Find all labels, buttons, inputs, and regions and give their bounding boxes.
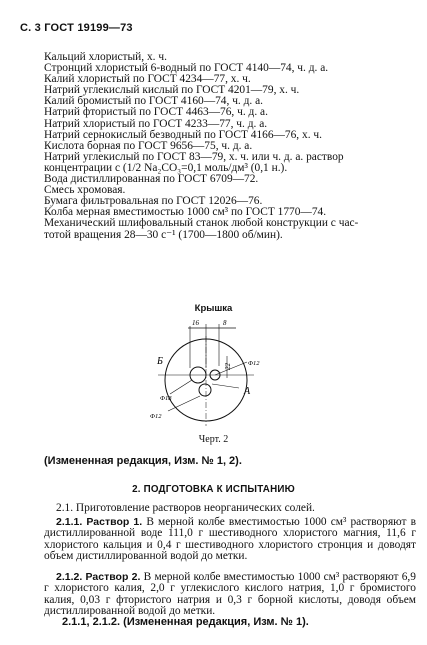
section-title: 2. ПОДГОТОВКА К ИСПЫТАНИЮ [132,484,295,495]
reagent-item: Натрий фтористый по ГОСТ 4463—76, ч. д. а. [44,106,268,119]
reagent-item: Механический шлифовальный станок любой конструкции с час- [44,217,359,230]
paragraph-text: В мерной колбе вместимостью 1000 см³ растворяют 6,9 г хлористого калия, 2,0 г углекислого кислого натрия, 1,0 г бромистого калия, 0,03 г фтористого натрия и 0,3 г борной кислоты, доводя объем дистиллированной водой до метки. [44,571,416,618]
reagent-item: Вода дистиллированная по ГОСТ 6709—72. [44,173,259,186]
amendment-note-2: 2.1.1, 2.1.2. (Измененная редакция, Изм. № 1). [62,616,309,628]
section-letter-b: Б [157,356,163,367]
reagent-item: Натрий хлористый по ГОСТ 4233—77, ч. д. а. [44,117,268,130]
reagent-item-continuation: тотой вращения 28—30 с⁻¹ (1700—1800 об/мин). [44,228,283,241]
dimension-label-22: 22 [224,363,232,370]
paragraph-text: 2.1. Приготовление растворов неорганических солей. [56,502,315,514]
hole-circle [199,384,211,396]
reagent-item: Калий хлористый по ГОСТ 4234—77, х. ч. [44,73,251,86]
figure-title: Крышка [194,303,233,314]
reagent-item: Калий бромистый по ГОСТ 4160—74, ч. д. а. [44,95,264,108]
reagent-item: Кальций хлористый, х. ч. [44,51,167,63]
paragraph-2-1 [44,503,416,514]
leader-line [170,380,192,394]
dimension-label-8: 8 [223,319,227,327]
paragraph-2-1-1 [44,517,416,563]
paragraph-lead: 2.1.2. Раствор 2. [56,571,141,583]
paragraph-lead: 2.1.1. Раствор 1. [56,516,143,528]
reagent-item: Натрий углекислый кислый по ГОСТ 4201—79, х. ч. [44,84,300,97]
reagent-list [44,52,414,241]
reagent-item: Натрий углекислый по ГОСТ 83—79, х. ч. или ч. д. а. раствор [44,150,344,163]
reagent-item-continuation: концентрации с (1/2 Na₂CO₃=0,1 моль/дм³ (0,1 н.). [44,161,288,174]
leader-line [212,384,239,388]
paragraph-2-1-2 [44,572,416,618]
paragraph-text: В мерной колбе вместимостью 1000 см³ растворяют в дистиллированной воде 111,0 г шестиводного хлористого магния, 11,6 г хлористого кальция и 0,4 г шестиводного хлористого стронция и доводят объем дистиллированной водой до метки. [44,516,416,563]
reagent-item: Смесь хромовая. [44,184,126,197]
diameter-label-12-left: Φ12 [150,413,162,420]
lid-drawing [142,318,270,430]
reagent-item: Бумага фильтровальная по ГОСТ 12026—76. [44,195,263,208]
diameter-label-12-right: Φ12 [248,360,260,367]
reagent-item: Натрий сернокислый безводный по ГОСТ 4166—76, х. ч. [44,128,322,141]
section-letter-a: А [244,386,251,397]
page-header: С. 3 ГОСТ 19199—73 [20,22,133,34]
reagent-item: Кислота борная по ГОСТ 9656—75, ч. д. а. [44,139,253,152]
figure-caption: Черт. 2 [198,434,229,445]
reagent-item: Колба мерная вместимостью 1000 см³ по ГОСТ 1770—74. [44,206,327,219]
reagent-item: Стронций хлористый 6-водный по ГОСТ 4140—74, ч. д. а. [44,62,329,75]
dimension-label-16: 16 [192,319,199,327]
diameter-label-18: Φ18 [160,395,172,402]
amendment-note: (Измененная редакция, Изм. № 1, 2). [44,455,242,467]
